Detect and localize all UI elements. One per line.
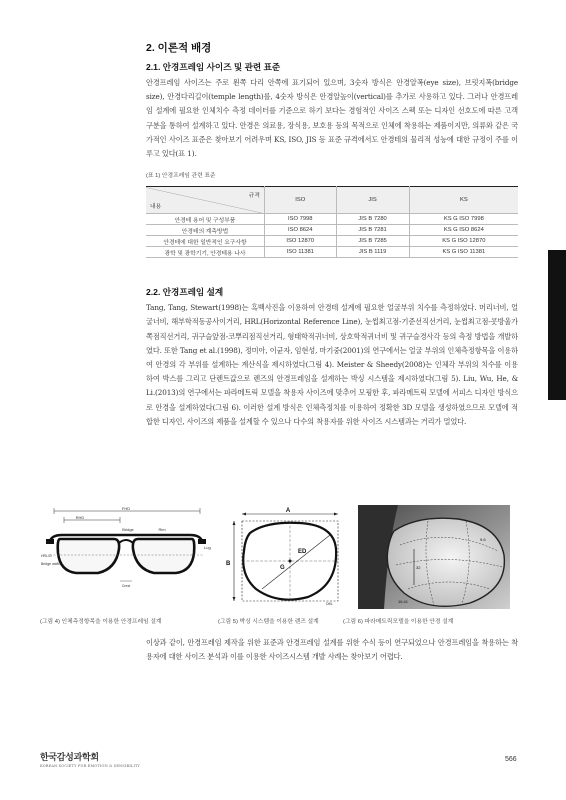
column-header-iso: ISO [265,187,337,214]
corner-label-content: 내용 [150,204,162,211]
table-cell: ISO 12870 [265,236,337,247]
figure-4 [40,505,212,607]
label-rhd: RHD [75,515,85,520]
closing-paragraph: 이상과 같이, 안경프레임 제작을 위한 표준과 안경프레임 설계를 위한 수식 등이 연구되었으나 안경프레임을 착용하는 착용자에 대한 사이즈 분석과 이를 이용한 사이즈시스템 개발 사례는 찾아보기 어렵다. [146,638,518,662]
table-caption: (표 1) 안경프레임 관련 표준 [146,173,216,180]
label-fhd: FHD [121,506,131,511]
main-content [146,40,518,429]
figure-5-boxing-drawing [226,505,348,607]
page-number: 566 [505,756,517,763]
society-logo [40,750,140,768]
paragraph-2-2: Tang, Tang, Stewart(1998)는 흑백사진을 이용하여 안경테 설계에 필요한 얼굴부위 치수를 측정하였다. 머리너비, 얼굴너비, 해부학적동공사이거리, HRL(Horizontal Reference Line), 눈썹최고점-기준선직선거리, 눈썹최고점-콧방울가쪽점직선거리, 귀구슬앞점-코뿌리점직선거리, 형태학적귀너비, 상호학적귀너비 및 귀구슬경사각 등의 측정 방법을 개발하였다. 또한 Tang et al.(1998), 정미아, 이균자, 임현성, 마기중(2001)의 연구에서는 얼굴 부위의 인체측정항목을 이용하여 안경의 각 부위를 설계하는 계산식을 제시하였다(그림 4). Meister & Sheedy(2008)는 인체각 부위의 치수를 이용하여 박스를 그리고 단렌트값으로 렌즈의 안경프레임을 설계하는 박싱 시스템을 제시하였다(그림 5). Liu, Wu, He, & Li.(2013)의 연구에서는 파라메트릭 모델을 착용자 사이즈에 맞추어 모핑한 후, 파라메트릭 모델에 서피스 디자인 방식으로 안경을 설계하였다(그림 6). 이러한 설계 방식은 인체측정치를 이용하여 정확한 3D 모델을 생성하였으므로 모델에 적합한 디자인, 사이즈의 제품을 설계할 수 있으나 다수의 착용자를 위한 사이즈 시스템과는 거리가 멀었다. [146,303,518,426]
column-header-jis: JIS [336,187,409,214]
label-dim-32: 32 [416,565,421,570]
label-bridge: Bridge [122,527,134,532]
table-cell: JIS B 7285 [336,236,409,247]
figure-5 [226,505,348,607]
table-corner-cell [146,187,265,214]
table-cell: KS G ISO 8624 [409,225,518,236]
logo-subtext: KOREAN SOCIETY FOR EMOTION & SENSIBILITY [40,764,141,768]
figure-6 [358,505,510,609]
row-label: 안경테의 계측방법 [146,225,265,236]
label-rim: Rim [158,527,166,532]
label-g: G [280,565,285,571]
figure-6-parametric-render [358,505,510,609]
label-dim-16-41: 16.41 [398,599,409,604]
table-row [146,236,518,247]
standards-table [146,186,518,258]
subsection-title-2-1: 2.1. 안경프레임 사이즈 및 관련 표준 [146,62,281,72]
section-title: 2. 이론적 배경 [146,42,212,54]
section-2-2 [146,286,518,429]
table-cell: ISO 8624 [265,225,337,236]
row-label: 광학 및 광학기기, 안경테용 나사 [146,247,265,258]
side-tab-marker [548,250,566,400]
table-cell: KS G ISO 11381 [409,247,518,258]
table-row [146,214,518,225]
figure-5-caption: (그림 5) 박싱 시스템을 이용한 렌즈 설계 [218,619,319,625]
closing-section [146,636,518,664]
figure-4-glasses-drawing [40,505,212,607]
table-cell: JIS B 7281 [336,225,409,236]
figure-4-caption: (그림 4) 인체측정항목을 이용한 안경프레임 설계 [40,619,162,625]
table-row [146,225,518,236]
label-crest: Crest [121,584,131,588]
label-dim-9-6: 9.6 [480,537,486,542]
table-cell: ISO 7998 [265,214,337,225]
table-header-row [146,187,518,214]
row-label: 안경테 용어 및 구성부품 [146,214,265,225]
figure-6-caption: (그림 6) 파라메트릭모델을 이용한 안경 설계 [343,619,454,625]
label-ed: ED [298,549,307,555]
table-cell: JIS B 1119 [336,247,409,258]
logo-text: 한국감성과학회 [40,753,99,763]
row-label: 안경테에 대한 일반적인 요구사항 [146,236,265,247]
label-dbl: DBL [326,602,333,606]
table-cell: JIS B 7280 [336,214,409,225]
figures-row [40,505,540,613]
label-lug: Lug [204,545,211,550]
label-bridge-width: Bridge width [41,562,61,566]
column-header-ks: KS [409,187,518,214]
subsection-title-2-2: 2.2. 안경프레임 설계 [146,287,224,298]
table-cell: ISO 11381 [265,247,337,258]
label-b: B [226,561,231,567]
table-cell: KS G ISO 7998 [409,214,518,225]
table-cell: KS G ISO 12870 [409,236,518,247]
paragraph-2-1: 안경프레임 사이즈는 주로 왼쪽 다리 안쪽에 표기되어 있으며, 3숫자 방식은 안경알폭(eye size), 브릿지폭(bridge size), 안경다리길이(temple length)를, 4숫자 방식은 안경알높이(vertical)를 추가로 사용하고 있다. 그러나 안경프레임 설계에 필요한 인체치수 측정 데이터를 기준으로 하기 보다는 경험적인 사이즈 스펙 또는 디자인 선호도에 따른 고객 구분을 통하여 설계하고 있다. 안경은 의료용, 장식용, 보호용 등의 목적으로 인체에 착용하는 제품이지만, 의류와 같은 국가적인 사이즈 표준은 찾아보기 어려우며 KS, ISO, JIS 등 표준 규격에서도 안경테의 물리적 성능에 대한 규정이 주를 이루고 있다(표 1). [146,78,518,159]
label-a: A [285,508,291,514]
corner-label-standard: 규격 [248,193,260,200]
table-row [146,247,518,258]
figure-captions [40,616,540,626]
label-hrl: HRL/D [41,554,52,558]
